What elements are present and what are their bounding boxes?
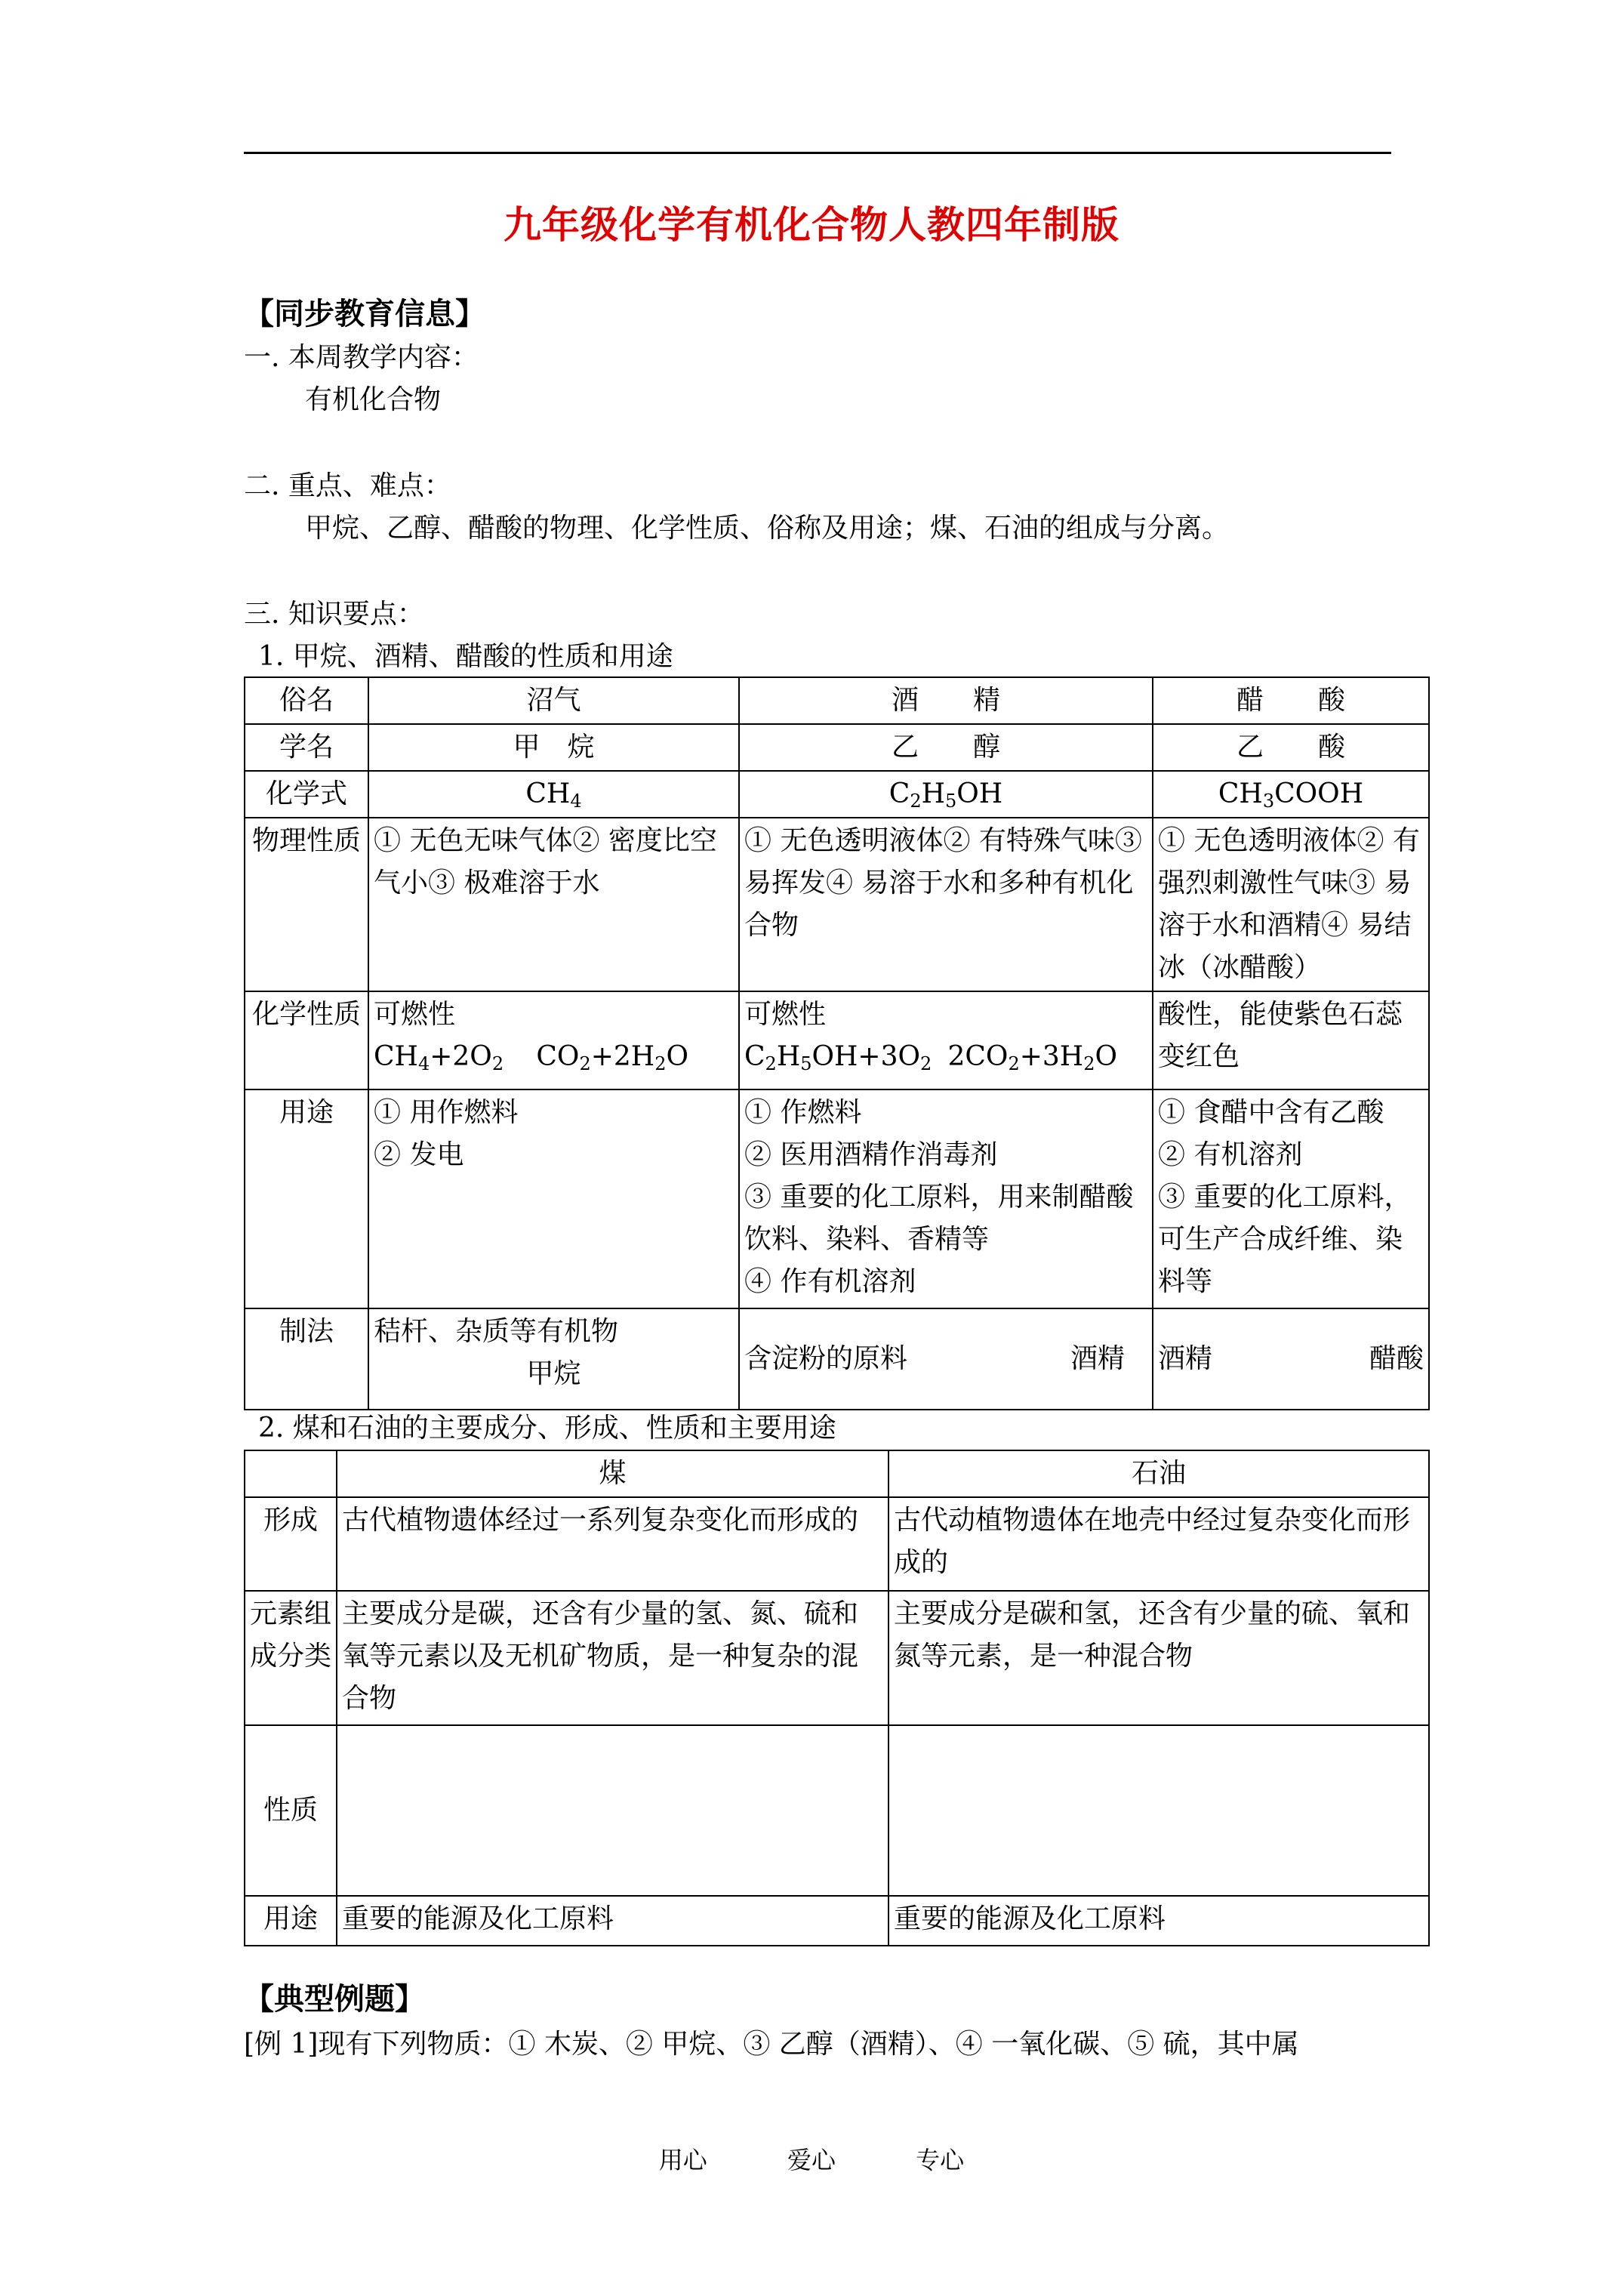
row-label-common-name: 俗名: [245, 677, 368, 724]
coal-oil-table: [244, 1450, 1430, 1946]
table-cell: 沼气: [368, 677, 739, 724]
table-cell: 含淀粉的原料 酒精: [739, 1308, 1153, 1410]
section-heading-sync-info: 【同步教育信息】: [244, 297, 485, 331]
cell-line: ③ 重要的化工原料，可生产合成纤维、染料等: [1158, 1182, 1412, 1297]
table-cell: [739, 1089, 1153, 1308]
table-row: [245, 818, 1429, 991]
table-row: [245, 1725, 1429, 1896]
row-label-preparation: 制法: [245, 1308, 368, 1410]
cell-line: ② 有机溶剂: [1158, 1139, 1303, 1170]
footer-word: 用心: [658, 2146, 707, 2174]
formula-ethanol: $C_2H_5OH$: [739, 771, 1153, 818]
row-label-formation: 形成: [245, 1497, 337, 1591]
equation-ethanol: $C_2H_5OH+3O_2$ $2CO_2+3H_2O$: [744, 1041, 1117, 1074]
cell-line: 甲烷: [526, 1358, 581, 1389]
table-row: [245, 1308, 1429, 1410]
table-cell: 古代动植物遗体在地壳中经过复杂变化而形成的: [888, 1497, 1429, 1591]
table-row: [245, 991, 1429, 1089]
table2-caption: 2. 煤和石油的主要成分、形成、性质和主要用途: [258, 1413, 836, 1444]
table-row: [245, 1896, 1429, 1946]
example-1-text: [例 1]现有下列物质：① 木炭、② 甲烷、③ 乙醇（酒精）、④ 一氧化碳、⑤ 硫，其中属: [244, 2029, 1299, 2060]
row-label-chemical: 化学性质: [245, 991, 368, 1089]
column-header-coal: 煤: [337, 1450, 888, 1497]
formula-acetic-acid: $CH_3COOH$: [1153, 771, 1429, 818]
table-cell: 古代植物遗体经过一系列复杂变化而形成的: [337, 1497, 888, 1591]
cell-line: ① 作燃料: [744, 1097, 862, 1128]
formula-methane: $CH_4$: [368, 771, 739, 818]
row-label-properties: 性质: [245, 1725, 337, 1896]
cell-line: ③ 重要的化工原料，用来制醋酸饮料、染料、香精等: [744, 1182, 1134, 1255]
item1-label: 一. 本周教学内容：: [244, 342, 479, 373]
table-cell: [368, 1089, 739, 1308]
table-row: [245, 724, 1429, 771]
page-footer: [0, 2141, 1623, 2176]
cell-line: ④ 作有机溶剂: [744, 1266, 916, 1297]
item3-label: 三. 知识要点：: [244, 599, 424, 630]
table-cell: 重要的能源及化工原料: [337, 1896, 888, 1946]
cell-line: ① 食醋中含有乙酸: [1158, 1097, 1384, 1128]
table-cell: ① 无色透明液体② 有强烈刺激性气味③ 易溶于水和酒精④ 易结冰（冰醋酸）: [1153, 818, 1429, 991]
table-row: [245, 1089, 1429, 1308]
table-row: [245, 677, 1429, 724]
cell-line: ① 用作燃料: [374, 1097, 519, 1128]
cell-line: ② 医用酒精作消毒剂: [744, 1139, 998, 1170]
row-label-physical: 物理性质: [245, 818, 368, 991]
row-label-scientific-name: 学名: [245, 724, 368, 771]
table-row: [245, 1450, 1429, 1497]
equation-methane: $CH_4+2O_2$ $CO_2+2H_2O$: [374, 1041, 688, 1074]
row-label-formula: 化学式: [245, 771, 368, 818]
page-title: 九年级化学有机化合物人教四年制版: [504, 203, 1119, 247]
table-cell: 甲 烷: [368, 724, 739, 771]
row-label-uses: 用途: [245, 1089, 368, 1308]
table1-caption: 1. 甲烷、酒精、醋酸的性质和用途: [258, 641, 673, 672]
row-label-composition: 元素组成分类: [245, 1591, 337, 1725]
table-cell-empty: [245, 1450, 337, 1497]
table-cell: ① 无色透明液体② 有特殊气味③ 易挥发④ 易溶于水和多种有机化合物: [739, 818, 1153, 991]
cell-line: ② 发电: [374, 1139, 464, 1170]
table-row: [245, 1591, 1429, 1725]
table-row: [245, 1497, 1429, 1591]
cell-line: 秸杆、杂质等有机物: [374, 1316, 619, 1347]
cell-line: 可燃性: [744, 999, 827, 1030]
table-cell: 乙 酸: [1153, 724, 1429, 771]
table-cell: [739, 991, 1153, 1089]
item1-content: 有机化合物: [305, 384, 442, 415]
table-row: [245, 771, 1429, 818]
table-cell: 主要成分是碳，还含有少量的氢、氮、硫和氧等元素以及无机矿物质，是一种复杂的混合物: [337, 1591, 888, 1725]
table-cell: [1153, 1089, 1429, 1308]
row-label-uses: 用途: [245, 1896, 337, 1946]
item2-label: 二. 重点、难点：: [244, 470, 451, 501]
table-cell: 重要的能源及化工原料: [888, 1896, 1429, 1946]
table-cell: ① 无色无味气体② 密度比空气小③ 极难溶于水: [368, 818, 739, 991]
table-cell: 醋 酸: [1153, 677, 1429, 724]
footer-word: 爱心: [787, 2146, 836, 2174]
table-cell: [368, 1308, 739, 1410]
table-cell: 主要成分是碳和氢，还含有少量的硫、氧和氮等元素，是一种混合物: [888, 1591, 1429, 1725]
table-cell: [888, 1725, 1429, 1896]
column-header-oil: 石油: [888, 1450, 1429, 1497]
section-heading-examples: 【典型例题】: [244, 1982, 425, 2017]
table-cell: 酒精 醋酸: [1153, 1308, 1429, 1410]
table-cell: 酸性，能使紫色石蕊变红色: [1153, 991, 1429, 1089]
properties-table: [244, 676, 1430, 1410]
table-cell: 酒 精: [739, 677, 1153, 724]
table-cell: 乙 醇: [739, 724, 1153, 771]
cell-line: 可燃性: [374, 999, 456, 1030]
item2-content: 甲烷、乙醇、醋酸的物理、化学性质、俗称及用途；煤、石油的组成与分离。: [305, 513, 1230, 544]
table-cell: [337, 1725, 888, 1896]
header-rule: [244, 152, 1391, 154]
table-cell: [368, 991, 739, 1089]
footer-word: 专心: [916, 2146, 965, 2174]
